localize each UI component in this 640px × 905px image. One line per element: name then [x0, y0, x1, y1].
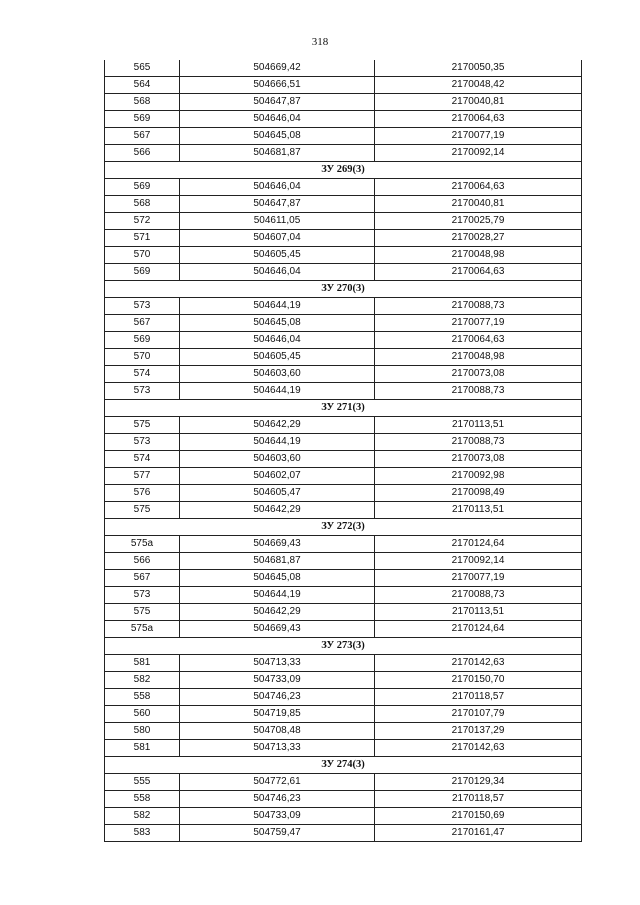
point-number-cell: 574	[105, 451, 180, 468]
point-number-cell: 569	[105, 332, 180, 349]
point-number-cell: 574	[105, 366, 180, 383]
section-header-row	[105, 162, 582, 179]
x-coordinate-cell: 504646,04	[180, 332, 375, 349]
table-row	[105, 179, 582, 196]
x-coordinate-cell: 504646,04	[180, 111, 375, 128]
x-coordinate-cell: 504713,33	[180, 655, 375, 672]
table-row	[105, 128, 582, 145]
table-row	[105, 94, 582, 111]
y-coordinate-cell: 2170088,73	[375, 383, 582, 400]
x-coordinate-cell: 504644,19	[180, 383, 375, 400]
point-number-cell: 577	[105, 468, 180, 485]
x-coordinate-cell: 504605,45	[180, 247, 375, 264]
y-coordinate-cell: 2170088,73	[375, 434, 582, 451]
table-row	[105, 315, 582, 332]
y-coordinate-cell: 2170113,51	[375, 502, 582, 519]
table-row	[105, 553, 582, 570]
y-coordinate-cell: 2170098,49	[375, 485, 582, 502]
y-coordinate-cell: 2170092,14	[375, 145, 582, 162]
x-coordinate-cell: 504733,09	[180, 672, 375, 689]
y-coordinate-cell: 2170064,63	[375, 111, 582, 128]
coordinates-table	[104, 60, 582, 842]
y-coordinate-cell: 2170073,08	[375, 366, 582, 383]
point-number-cell: 560	[105, 706, 180, 723]
section-title: ЗУ 271(3)	[105, 400, 582, 417]
x-coordinate-cell: 504647,87	[180, 196, 375, 213]
x-coordinate-cell: 504666,51	[180, 77, 375, 94]
y-coordinate-cell: 2170142,63	[375, 740, 582, 757]
point-number-cell: 583	[105, 825, 180, 842]
table-row	[105, 706, 582, 723]
point-number-cell: 566	[105, 145, 180, 162]
x-coordinate-cell: 504733,09	[180, 808, 375, 825]
x-coordinate-cell: 504603,60	[180, 451, 375, 468]
table-row	[105, 655, 582, 672]
section-title: ЗУ 274(3)	[105, 757, 582, 774]
y-coordinate-cell: 2170048,98	[375, 247, 582, 264]
y-coordinate-cell: 2170113,51	[375, 604, 582, 621]
section-title: ЗУ 273(3)	[105, 638, 582, 655]
point-number-cell: 582	[105, 808, 180, 825]
table-row	[105, 349, 582, 366]
point-number-cell: 570	[105, 349, 180, 366]
x-coordinate-cell: 504611,05	[180, 213, 375, 230]
table-row	[105, 723, 582, 740]
section-header-row	[105, 757, 582, 774]
point-number-cell: 581	[105, 655, 180, 672]
point-number-cell: 571	[105, 230, 180, 247]
table-row	[105, 213, 582, 230]
section-header-row	[105, 400, 582, 417]
x-coordinate-cell: 504645,08	[180, 128, 375, 145]
table-row	[105, 247, 582, 264]
y-coordinate-cell: 2170142,63	[375, 655, 582, 672]
point-number-cell: 567	[105, 570, 180, 587]
y-coordinate-cell: 2170129,34	[375, 774, 582, 791]
x-coordinate-cell: 504644,19	[180, 298, 375, 315]
x-coordinate-cell: 504645,08	[180, 315, 375, 332]
y-coordinate-cell: 2170040,81	[375, 196, 582, 213]
y-coordinate-cell: 2170064,63	[375, 179, 582, 196]
section-header-row	[105, 281, 582, 298]
x-coordinate-cell: 504681,87	[180, 553, 375, 570]
y-coordinate-cell: 2170118,57	[375, 791, 582, 808]
table-row	[105, 502, 582, 519]
y-coordinate-cell: 2170161,47	[375, 825, 582, 842]
point-number-cell: 567	[105, 315, 180, 332]
point-number-cell: 576	[105, 485, 180, 502]
x-coordinate-cell: 504642,29	[180, 417, 375, 434]
y-coordinate-cell: 2170050,35	[375, 60, 582, 77]
point-number-cell: 569	[105, 111, 180, 128]
section-title: ЗУ 269(3)	[105, 162, 582, 179]
table-row	[105, 485, 582, 502]
x-coordinate-cell: 504746,23	[180, 791, 375, 808]
x-coordinate-cell: 504642,29	[180, 604, 375, 621]
x-coordinate-cell: 504607,04	[180, 230, 375, 247]
x-coordinate-cell: 504646,04	[180, 179, 375, 196]
point-number-cell: 575	[105, 417, 180, 434]
point-number-cell: 573	[105, 298, 180, 315]
x-coordinate-cell: 504605,45	[180, 349, 375, 366]
x-coordinate-cell: 504646,04	[180, 264, 375, 281]
table-row	[105, 383, 582, 400]
point-number-cell: 582	[105, 672, 180, 689]
point-number-cell: 569	[105, 264, 180, 281]
table-row	[105, 77, 582, 94]
y-coordinate-cell: 2170124,64	[375, 536, 582, 553]
x-coordinate-cell: 504719,85	[180, 706, 375, 723]
coordinates-table-body	[105, 60, 582, 842]
table-row	[105, 468, 582, 485]
section-title: ЗУ 270(3)	[105, 281, 582, 298]
point-number-cell: 565	[105, 60, 180, 77]
table-row	[105, 264, 582, 281]
table-row	[105, 604, 582, 621]
point-number-cell: 568	[105, 196, 180, 213]
table-row	[105, 774, 582, 791]
x-coordinate-cell: 504669,42	[180, 60, 375, 77]
x-coordinate-cell: 504642,29	[180, 502, 375, 519]
point-number-cell: 573	[105, 383, 180, 400]
y-coordinate-cell: 2170088,73	[375, 298, 582, 315]
table-row	[105, 791, 582, 808]
x-coordinate-cell: 504647,87	[180, 94, 375, 111]
y-coordinate-cell: 2170113,51	[375, 417, 582, 434]
x-coordinate-cell: 504603,60	[180, 366, 375, 383]
table-row	[105, 825, 582, 842]
point-number-cell: 575а	[105, 536, 180, 553]
section-header-row	[105, 638, 582, 655]
x-coordinate-cell: 504708,48	[180, 723, 375, 740]
table-row	[105, 434, 582, 451]
x-coordinate-cell: 504644,19	[180, 587, 375, 604]
x-coordinate-cell: 504772,61	[180, 774, 375, 791]
point-number-cell: 575	[105, 604, 180, 621]
table-row	[105, 145, 582, 162]
table-row	[105, 230, 582, 247]
point-number-cell: 568	[105, 94, 180, 111]
y-coordinate-cell: 2170073,08	[375, 451, 582, 468]
point-number-cell: 558	[105, 689, 180, 706]
table-row	[105, 570, 582, 587]
point-number-cell: 572	[105, 213, 180, 230]
point-number-cell: 569	[105, 179, 180, 196]
y-coordinate-cell: 2170077,19	[375, 128, 582, 145]
y-coordinate-cell: 2170137,29	[375, 723, 582, 740]
x-coordinate-cell: 504602,07	[180, 468, 375, 485]
point-number-cell: 567	[105, 128, 180, 145]
y-coordinate-cell: 2170077,19	[375, 570, 582, 587]
table-row	[105, 60, 582, 77]
point-number-cell: 573	[105, 434, 180, 451]
table-row	[105, 366, 582, 383]
y-coordinate-cell: 2170150,69	[375, 808, 582, 825]
point-number-cell: 564	[105, 77, 180, 94]
point-number-cell: 555	[105, 774, 180, 791]
table-row	[105, 417, 582, 434]
table-row	[105, 689, 582, 706]
table-row	[105, 536, 582, 553]
x-coordinate-cell: 504669,43	[180, 621, 375, 638]
x-coordinate-cell: 504759,47	[180, 825, 375, 842]
table-row	[105, 808, 582, 825]
point-number-cell: 580	[105, 723, 180, 740]
point-number-cell: 570	[105, 247, 180, 264]
section-title: ЗУ 272(3)	[105, 519, 582, 536]
section-header-row	[105, 519, 582, 536]
table-row	[105, 740, 582, 757]
point-number-cell: 575а	[105, 621, 180, 638]
y-coordinate-cell: 2170048,98	[375, 349, 582, 366]
y-coordinate-cell: 2170092,14	[375, 553, 582, 570]
y-coordinate-cell: 2170124,64	[375, 621, 582, 638]
table-row	[105, 196, 582, 213]
y-coordinate-cell: 2170077,19	[375, 315, 582, 332]
y-coordinate-cell: 2170064,63	[375, 332, 582, 349]
y-coordinate-cell: 2170064,63	[375, 264, 582, 281]
table-row	[105, 111, 582, 128]
table-row	[105, 587, 582, 604]
x-coordinate-cell: 504713,33	[180, 740, 375, 757]
x-coordinate-cell: 504605,47	[180, 485, 375, 502]
y-coordinate-cell: 2170048,42	[375, 77, 582, 94]
x-coordinate-cell: 504645,08	[180, 570, 375, 587]
table-row	[105, 621, 582, 638]
point-number-cell: 581	[105, 740, 180, 757]
y-coordinate-cell: 2170150,70	[375, 672, 582, 689]
point-number-cell: 573	[105, 587, 180, 604]
x-coordinate-cell: 504669,43	[180, 536, 375, 553]
page-number: 318	[311, 36, 329, 48]
table-row	[105, 451, 582, 468]
y-coordinate-cell: 2170028,27	[375, 230, 582, 247]
x-coordinate-cell: 504746,23	[180, 689, 375, 706]
point-number-cell: 566	[105, 553, 180, 570]
y-coordinate-cell: 2170107,79	[375, 706, 582, 723]
x-coordinate-cell: 504681,87	[180, 145, 375, 162]
x-coordinate-cell: 504644,19	[180, 434, 375, 451]
y-coordinate-cell: 2170025,79	[375, 213, 582, 230]
y-coordinate-cell: 2170040,81	[375, 94, 582, 111]
point-number-cell: 558	[105, 791, 180, 808]
table-row	[105, 672, 582, 689]
point-number-cell: 575	[105, 502, 180, 519]
table-row	[105, 332, 582, 349]
y-coordinate-cell: 2170092,98	[375, 468, 582, 485]
y-coordinate-cell: 2170118,57	[375, 689, 582, 706]
y-coordinate-cell: 2170088,73	[375, 587, 582, 604]
table-row	[105, 298, 582, 315]
